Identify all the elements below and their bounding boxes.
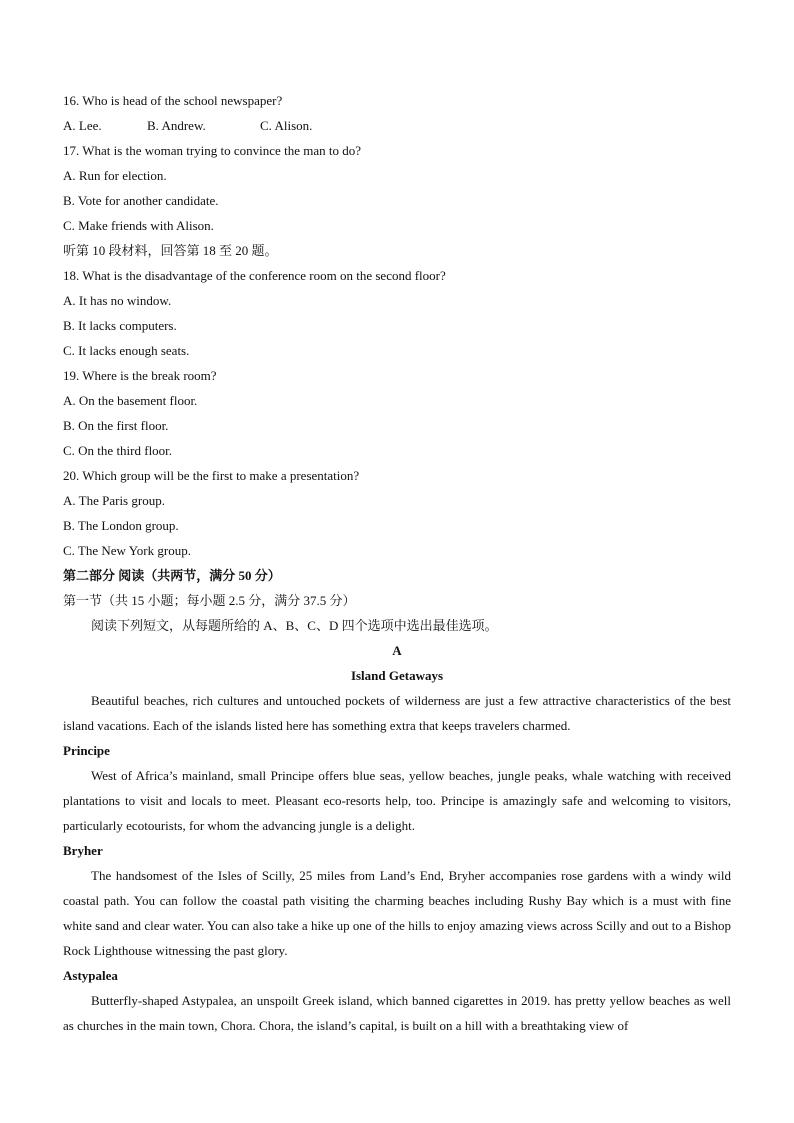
document-page [63, 88, 731, 1038]
option-a: A. Run for election. [63, 168, 167, 183]
section-text-bryher: The handsomest of the Isles of Scilly, 25 miles from Land’s End, Bryher accompanies rose gardens with a windy wild coastal path. You can follow the coastal path visiting the charming beaches including Rushy Bay which is a must with fine white sand and clear water. You can also take a hike up one of the hills to enjoy amazing views across Scilly and out to a Bishop Rock Lighthouse witnessing the past glory. [63, 868, 731, 958]
question-18: 18. What is the disadvantage of the conference room on the second floor? [63, 268, 446, 283]
question-20: 20. Which group will be the first to make a presentation? [63, 468, 360, 483]
option-a: A. Lee. [63, 118, 102, 133]
option-b: B. On the first floor. [63, 418, 169, 433]
option-b: B. Vote for another candidate. [63, 193, 219, 208]
passage-title: Island Getaways [350, 668, 444, 683]
option-b: B. The London group. [63, 518, 179, 533]
question-19: 19. Where is the break room? [63, 368, 217, 383]
option-a: A. On the basement floor. [63, 393, 198, 408]
section-text-principe: West of Africa’s mainland, small Principe offers blue seas, yellow beaches, jungle peaks, whale watching with received plantations to visit and locals to meet. Pleasant eco-resorts help, too. Principe is amazingly safe and welcoming to visitors, particularly ecotourists, for whom the advancing jungle is a delight. [63, 768, 731, 833]
option-b: B. It lacks computers. [63, 318, 177, 333]
section-text-astypalea: Butterfly-shaped Astypalea, an unspoilt Greek island, which banned cigarettes in 2019. has pretty yellow beaches as well as churches in the main town, Chora. Chora, the island’s capital, is built on a hill with a breathtaking view of [63, 993, 731, 1033]
passage-letter: A [392, 643, 402, 658]
section-heading-astypalea: Astypalea [63, 968, 118, 983]
section-heading-bryher: Bryher [63, 843, 103, 858]
question-16: 16. Who is head of the school newspaper? [63, 93, 283, 108]
part-title: 第二部分 阅读（共两节，满分 50 分） [63, 568, 281, 583]
option-b: B. Andrew. [147, 118, 206, 133]
option-c: C. Alison. [260, 118, 313, 133]
section-title: 第一节（共 15 小题；每小题 2.5 分，满分 37.5 分） [63, 593, 356, 608]
intro-paragraph: Beautiful beaches, rich cultures and untouched pockets of wilderness are just a few attractive characteristics of the best island vacations. Each of the islands listed here has something extra that keeps travelers charmed. [63, 693, 731, 733]
option-c: C. Make friends with Alison. [63, 218, 214, 233]
section-heading-principe: Principe [63, 743, 110, 758]
option-a: A. It has no window. [63, 293, 172, 308]
option-c: C. On the third floor. [63, 443, 173, 458]
question-16-options [63, 113, 731, 138]
option-c: C. It lacks enough seats. [63, 343, 190, 358]
section-note: 听第 10 段材料，回答第 18 至 20 题。 [63, 243, 278, 258]
question-17: 17. What is the woman trying to convince the man to do? [63, 143, 361, 158]
option-a: A. The Paris group. [63, 493, 165, 508]
option-c: C. The New York group. [63, 543, 191, 558]
instruction: 阅读下列短文，从每题所给的 A、B、C、D 四个选项中选出最佳选项。 [91, 618, 498, 633]
